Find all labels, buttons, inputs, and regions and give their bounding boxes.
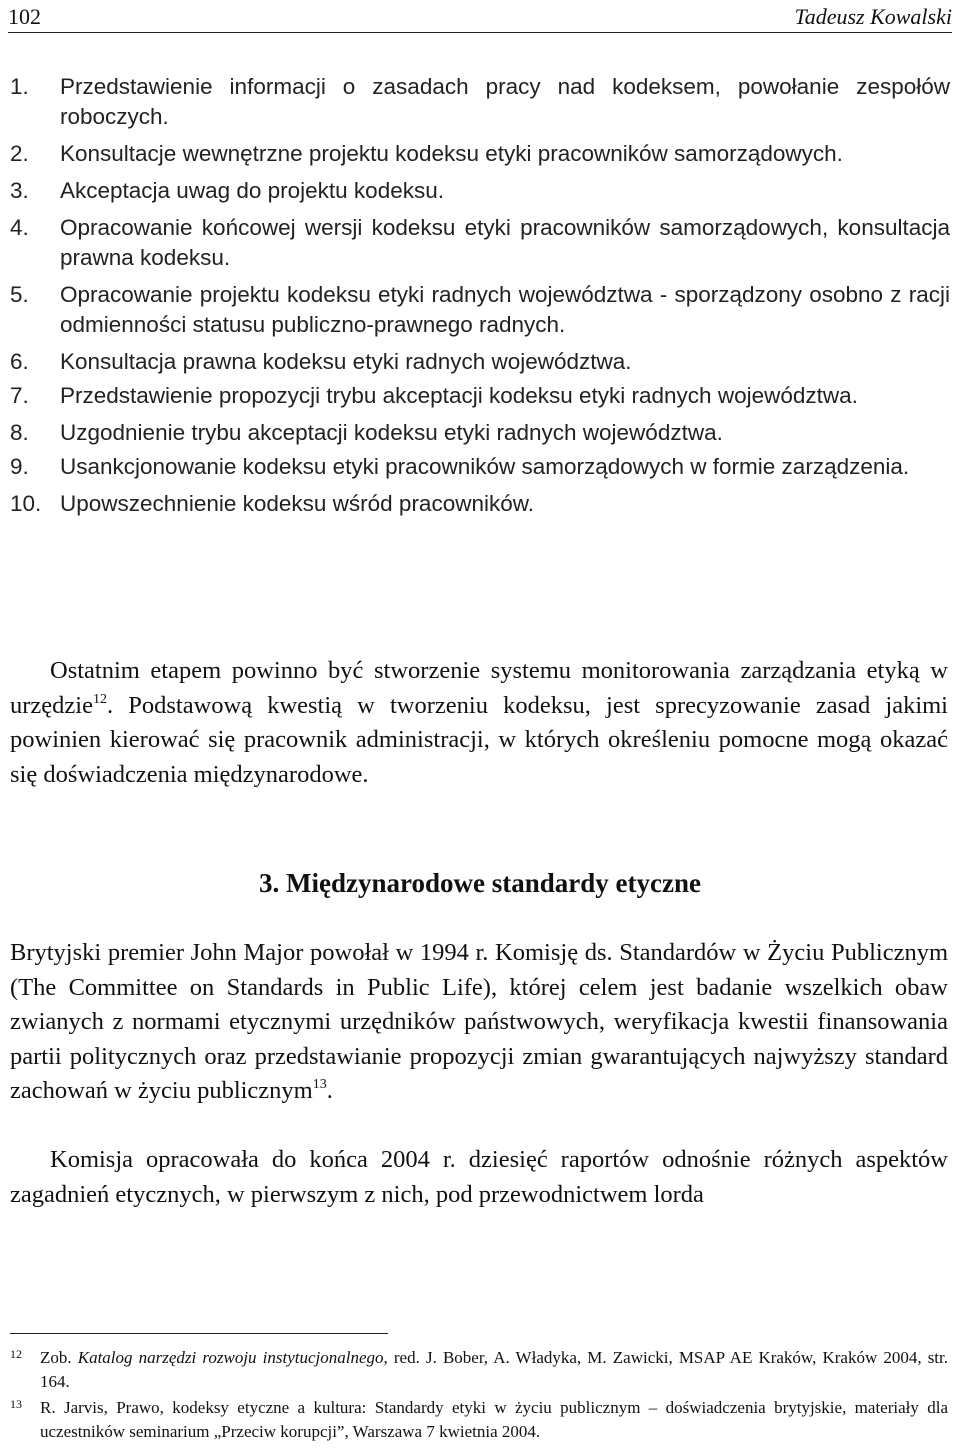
list-item <box>10 280 950 340</box>
list-item <box>10 213 950 273</box>
item-text: Konsultacja prawna kodeksu etyki radnych województwa. <box>60 349 632 374</box>
item-text: Opracowanie końcowej wersji kodeksu etyki pracowników samorządowych, konsultacja prawna kodeksu. <box>60 215 950 270</box>
item-number: 8. <box>10 420 29 445</box>
paragraph-reports <box>10 1143 948 1212</box>
item-text: Uzgodnienie trybu akceptacji kodeksu etyki radnych województwa. <box>60 420 723 445</box>
item-number: 4. <box>10 215 29 240</box>
list-item <box>10 489 950 519</box>
paragraph-text: Komisja opracowała do końca 2004 r. dziesięć raportów odnośnie różnych aspektów zagadnień etycznych, w pierwszym z nich, pod przewodnictwem lorda <box>10 1146 948 1208</box>
item-text: Usankcjonowanie kodeksu etyki pracowników samorządowych w formie zarządzenia. <box>60 454 910 479</box>
paragraph-committee <box>10 936 948 1109</box>
paragraph-monitoring <box>10 654 948 792</box>
item-number: 3. <box>10 178 29 203</box>
footnote-ref: 12 <box>92 691 107 707</box>
list-item <box>10 418 950 448</box>
item-number: 7. <box>10 383 29 408</box>
footnote-number: 12 <box>10 1347 22 1361</box>
footnote-prefix: Zob. <box>40 1348 78 1367</box>
list-item <box>10 347 950 377</box>
footnote-text: R. Jarvis, Prawo, kodeksy etyczne a kultura: Standardy etyki w życiu publicznym – doświadczenia brytyjskie, materiały dla uczestników seminarium „Przeciw korupcji”, Warszawa 7 kwietnia 2004. <box>40 1398 948 1441</box>
item-number: 9. <box>10 454 29 479</box>
item-text: Przedstawienie propozycji trybu akceptacji kodeksu etyki radnych województwa. <box>60 383 858 408</box>
item-number: 1. <box>10 74 29 99</box>
item-text: Akceptacja uwag do projektu kodeksu. <box>60 178 444 203</box>
footnote-title: Katalog narzędzi rozwoju instytucjonalnego <box>77 1348 384 1367</box>
paragraph-text: Ostatnim etapem powinno być stworzenie systemu monitorowania zarządzania etyką w urzędzie <box>10 657 948 719</box>
footnote-12 <box>10 1346 948 1394</box>
header-rule <box>8 32 952 33</box>
paragraph-text: . Podstawową kwestią w tworzeniu kodeksu, jest sprecyzowanie zasad jakimi powinien kierować się pracownik administracji, w których określeniu pomocne mogą okazać się doświadczenia międzynarodowe. <box>10 691 948 788</box>
footnotes <box>10 1346 948 1446</box>
paragraph-text: . <box>326 1077 333 1104</box>
item-text: Upowszechnienie kodeksu wśród pracowników. <box>60 491 534 516</box>
list-item <box>10 452 950 482</box>
item-number: 5. <box>10 282 29 307</box>
footnote-13 <box>10 1396 948 1444</box>
page-header <box>8 2 952 36</box>
item-number: 2. <box>10 141 29 166</box>
steps-list <box>10 72 950 523</box>
list-item <box>10 139 950 169</box>
list-item <box>10 176 950 206</box>
footnote-text: , red. J. Bober, A. Władyka, M. Zawicki, MSAP AE Kraków, Kraków 2004, str. 164. <box>40 1348 949 1391</box>
item-text: Konsultacje wewnętrzne projektu kodeksu etyki pracowników samorządowych. <box>60 141 843 166</box>
item-number: 10. <box>10 491 42 516</box>
item-text: Opracowanie projektu kodeksu etyki radnych województwa - sporządzony osobno z racji odmienności statusu publiczno-prawnego radnych. <box>60 282 950 337</box>
section-heading: 3. Międzynarodowe standardy etyczne <box>259 868 701 898</box>
footnote-number: 13 <box>10 1397 22 1411</box>
footnote-rule <box>10 1333 388 1334</box>
item-number: 6. <box>10 349 29 374</box>
running-author: Tadeusz Kowalski <box>794 4 952 29</box>
page-number: 102 <box>8 4 41 29</box>
footnote-ref: 13 <box>312 1077 327 1092</box>
list-item <box>10 381 950 411</box>
list-item <box>10 72 950 132</box>
paragraph-text: Brytyjski premier John Major powołał w 1994 r. Komisję ds. Standardów w Życiu Publicznym (The Committee on Standards in Public Life), której celem jest badanie wszelkich obaw zwianych z normami etycznymi urzędników państwowych, weryfikacja kwestii finansowania partii politycznych oraz przedstawianie propozycji zmian gwarantujących najwyższy standard zachowań w życiu publicznym <box>10 939 948 1104</box>
item-text: Przedstawienie informacji o zasadach pracy nad kodeksem, powołanie zespołów roboczych. <box>60 74 950 129</box>
